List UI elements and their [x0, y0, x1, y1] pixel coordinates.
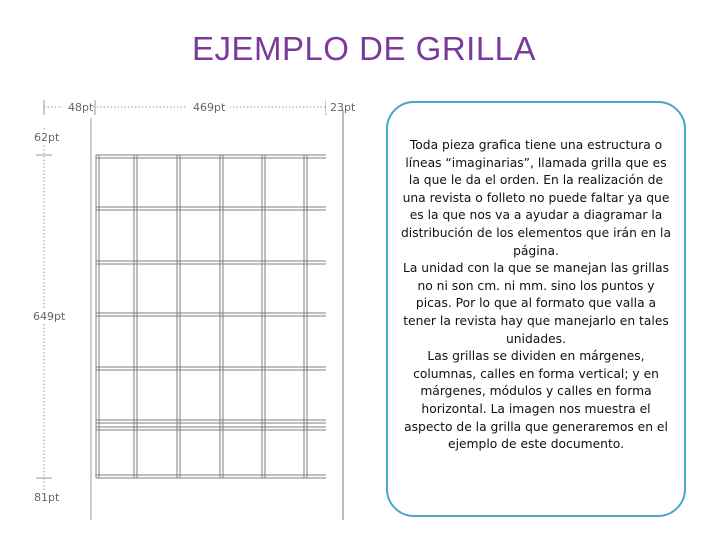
foot-margin-label: 81pt [34, 491, 60, 504]
content-width-label: 469pt [193, 101, 226, 114]
page-title: EJEMPLO DE GRILLA [191, 30, 537, 67]
content-height-label: 649pt [33, 310, 66, 323]
right-margin-label: 23pt [330, 101, 356, 114]
callout-paragraph: La unidad con la que se manejan las grillas no ni son cm. ni mm. sino los puntos y picas. Por lo que al formato que valla a tener la revista hay que manejarlo en tales unidades. [402, 261, 669, 346]
callout-paragraph: Toda pieza grafica tiene una estructura o líneas “imaginarias”, llamada grilla que es la que le da el orden. En la realización de una revista o folleto no puede faltar ya que es la que nos va a ayudar a diagramar la distribución de los elementos que irán en la página. [400, 138, 671, 258]
callout-paragraph: Las grillas se dividen en márgenes, columnas, calles en forma vertical; y en márgenes, módulos y calles en forma horizontal. La imagen nos muestra el aspecto de la grilla que generaremos en el ejemplo de este documento. [404, 349, 668, 452]
grid-rows [96, 155, 326, 478]
explanation-callout [386, 101, 686, 517]
left-margin-label: 48pt [68, 101, 94, 114]
head-margin-label: 62pt [34, 131, 60, 144]
